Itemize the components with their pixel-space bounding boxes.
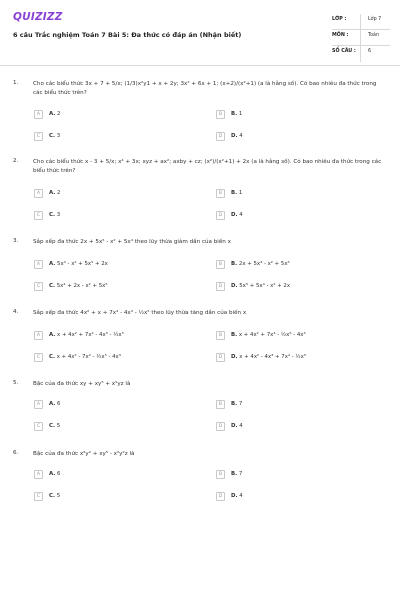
option-box[interactable]: A — [34, 260, 43, 269]
question-number: 6. — [13, 450, 19, 456]
option-c[interactable] — [34, 422, 184, 432]
option-d[interactable] — [216, 132, 366, 142]
option-d[interactable] — [216, 353, 366, 363]
option-d[interactable] — [216, 211, 366, 221]
option-text: 1 — [238, 111, 243, 117]
option-text: 7 — [238, 471, 243, 477]
option-box[interactable]: D — [216, 211, 225, 220]
option-c[interactable] — [34, 132, 184, 142]
option-box[interactable]: C — [34, 422, 43, 431]
option-letter: B. — [231, 401, 238, 407]
question-text: Sắp xếp đa thức 4x² + x + 7x⁴ - 4x³ - ½x⁵ theo lũy thừa tăng dần của biến x — [33, 310, 247, 316]
option-box[interactable]: B — [216, 400, 225, 409]
option-letter: C. — [49, 423, 56, 429]
option-letter: C. — [49, 212, 56, 218]
option-a[interactable] — [34, 110, 184, 120]
option-text: x + 4x² + 7x⁴ - 4x³ - ½x⁵ — [57, 332, 124, 338]
option-c[interactable] — [34, 282, 184, 292]
option-box[interactable]: B — [216, 189, 225, 198]
question-number: 4. — [13, 309, 19, 315]
meta-row-count — [332, 46, 390, 62]
option-box[interactable]: D — [216, 132, 225, 141]
option-text: 4 — [239, 212, 243, 218]
option-box[interactable]: A — [34, 331, 43, 340]
option-text: 6 — [57, 401, 61, 407]
option-a[interactable] — [34, 189, 184, 199]
option-d[interactable] — [216, 422, 366, 432]
option-text: 5x⁴ - x² + 5x⁵ + 2x — [57, 261, 108, 267]
option-text: 4 — [239, 423, 243, 429]
option-box[interactable]: A — [34, 110, 43, 119]
option-letter: C. — [49, 354, 56, 360]
option-box[interactable]: A — [34, 400, 43, 409]
option-text: 5x⁵ + 5x⁴ - x² + 2x — [239, 283, 291, 289]
worksheet-header — [0, 0, 400, 66]
meta-label: LỚP : — [332, 17, 347, 22]
option-box[interactable]: D — [216, 422, 225, 431]
meta-row-class — [332, 14, 390, 30]
option-text: 5 — [56, 493, 61, 499]
option-text: x + 4x² + 7x⁴ - ½x⁵ - 4x³ — [238, 332, 306, 338]
option-text: x + 4x² - 7x⁴ - ½x⁵ - 4x³ — [56, 354, 121, 360]
option-letter: D. — [231, 423, 238, 429]
meta-row-subject — [332, 30, 390, 46]
option-box[interactable]: B — [216, 110, 225, 119]
option-letter: B. — [231, 471, 238, 477]
question-number: 1. — [13, 80, 19, 86]
option-c[interactable] — [34, 353, 184, 363]
option-box[interactable]: D — [216, 492, 225, 501]
option-box[interactable]: C — [34, 492, 43, 501]
option-c[interactable] — [34, 211, 184, 221]
option-text: 3 — [56, 133, 61, 139]
option-a[interactable] — [34, 400, 184, 410]
option-letter: C. — [49, 133, 56, 139]
meta-value: 6 — [368, 49, 372, 54]
question-number: 3. — [13, 238, 19, 244]
option-letter: B. — [231, 332, 238, 338]
option-letter: D. — [231, 133, 238, 139]
option-text: 2 — [57, 190, 61, 196]
option-box[interactable]: D — [216, 282, 225, 291]
option-text: 7 — [238, 401, 243, 407]
option-b[interactable] — [216, 331, 366, 341]
meta-value: Lớp 7 — [368, 17, 382, 22]
option-letter: A. — [49, 190, 56, 196]
option-box[interactable]: B — [216, 331, 225, 340]
option-letter: B. — [231, 111, 238, 117]
option-box[interactable]: B — [216, 470, 225, 479]
option-box[interactable]: A — [34, 189, 43, 198]
question-number: 5. — [13, 380, 19, 386]
option-letter: D. — [231, 493, 238, 499]
option-text: 4 — [239, 493, 243, 499]
option-letter: A. — [49, 401, 56, 407]
option-a[interactable] — [34, 470, 184, 480]
question-text: Sắp xếp đa thức 2x + 5x⁵ - x² + 5x⁴ theo lũy thừa giảm dần của biến x — [33, 239, 231, 245]
meta-label: SỐ CÂU : — [332, 49, 356, 54]
question-number: 2. — [13, 158, 19, 164]
option-text: 5x⁴ + 2x - x² + 5x⁵ — [56, 283, 108, 289]
option-b[interactable] — [216, 400, 366, 410]
brand-logo: QUIZIZZ — [13, 11, 63, 23]
option-letter: A. — [49, 111, 56, 117]
question-text: Cho các biểu thức x - 3 + 5/x; x⁴ + 3x; xyz + ax²; axby + cz; (x²)/(x²+1) + 2x (a là hằng số). Có bao nhiêu đa thức trong các biểu thức trên? — [33, 159, 382, 174]
meta-label: MÔN : — [332, 33, 349, 38]
question-text: Cho các biểu thức 3x + 7 + 5/x; (1/3)x²y1 + x + 2y; 3x² + 6x + 1; (x+2)/(x²+1) (a là hằng số). Có bao nhiêu đa thức trong các biểu thức trên? — [33, 81, 377, 96]
option-box[interactable]: A — [34, 470, 43, 479]
option-letter: A. — [49, 332, 56, 338]
option-text: 5 — [56, 423, 61, 429]
option-text: 2 — [57, 111, 61, 117]
option-text: 4 — [239, 133, 243, 139]
option-letter: D. — [231, 354, 238, 360]
option-letter: C. — [49, 283, 56, 289]
worksheet-title: 6 câu Trắc nghiệm Toán 7 Bài 5: Đa thức có đáp án (Nhận biết) — [13, 31, 242, 39]
option-letter: A. — [49, 471, 56, 477]
option-c[interactable] — [34, 492, 184, 502]
option-letter: D. — [231, 283, 238, 289]
option-b[interactable] — [216, 470, 366, 480]
option-a[interactable] — [34, 260, 184, 270]
option-letter: B. — [231, 190, 238, 196]
option-text: 3 — [56, 212, 61, 218]
option-b[interactable] — [216, 189, 366, 199]
meta-value: Toán — [368, 33, 380, 38]
option-text: 2x + 5x⁴ - x² + 5x⁵ — [238, 261, 290, 267]
worksheet-meta — [332, 14, 390, 62]
option-box[interactable]: C — [34, 132, 43, 141]
option-b[interactable] — [216, 110, 366, 120]
option-box[interactable]: D — [216, 353, 225, 362]
option-box[interactable]: C — [34, 353, 43, 362]
option-letter: A. — [49, 261, 56, 267]
question-text: Bậc của đa thức xy + xy⁵ + x⁵yz là — [33, 381, 131, 387]
option-letter: C. — [49, 493, 56, 499]
option-box[interactable]: B — [216, 260, 225, 269]
option-text: 6 — [57, 471, 61, 477]
option-letter: B. — [231, 261, 238, 267]
option-box[interactable]: C — [34, 282, 43, 291]
option-d[interactable] — [216, 492, 366, 502]
option-text: x + 4x² - 4x³ + 7x⁴ - ½x⁵ — [239, 354, 306, 360]
option-b[interactable] — [216, 260, 366, 270]
option-box[interactable]: C — [34, 211, 43, 220]
question-text: Bậc của đa thức x²y² + xy⁵ - x²y²z là — [33, 451, 135, 457]
option-letter: D. — [231, 212, 238, 218]
option-d[interactable] — [216, 282, 366, 292]
option-text: 1 — [238, 190, 243, 196]
option-a[interactable] — [34, 331, 184, 341]
